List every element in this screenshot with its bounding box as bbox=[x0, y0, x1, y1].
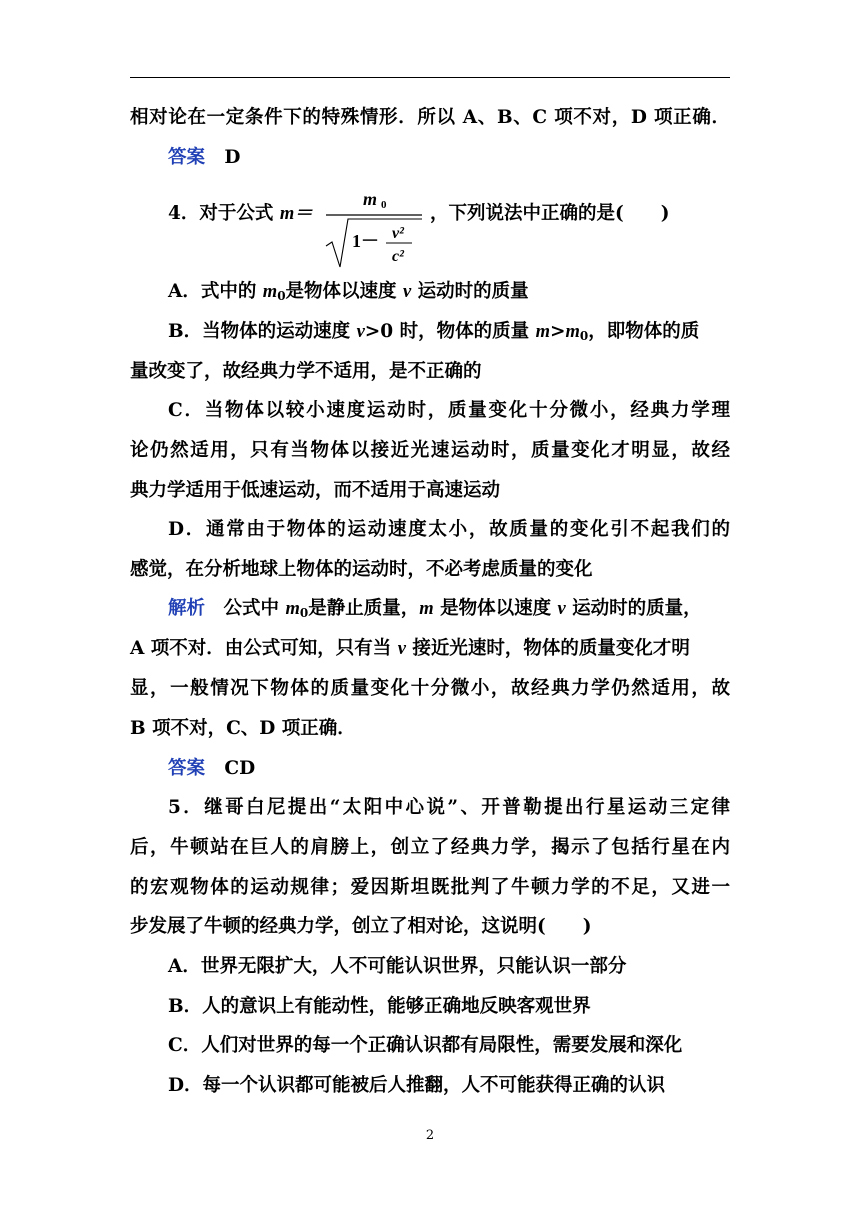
q4-option-c-line1: C．当物体以较小速度运动时，质量变化十分微小，经典力学理 bbox=[168, 400, 730, 421]
q5-stem-line3: 的宏观物体的运动规律；爱因斯坦既批判了牛顿力学的不足，又进一 bbox=[130, 877, 730, 898]
q4-analysis-line4: B 项不对，C、D 项正确． bbox=[130, 718, 356, 739]
q5-option-b: B．人的意识上有能动性，能够正确地反映客观世界 bbox=[168, 996, 591, 1017]
q3-answer bbox=[168, 146, 768, 170]
page-number: 2 bbox=[425, 1128, 435, 1143]
header-rule bbox=[130, 77, 730, 78]
formula-v-squared: v² bbox=[392, 225, 404, 242]
q4-answer bbox=[168, 757, 768, 781]
analysis-label: 解析 bbox=[168, 598, 206, 619]
formula-one-minus: 1－ bbox=[352, 231, 379, 251]
answer-value: D bbox=[224, 147, 241, 168]
q4-analysis-line1: 解析 公式中 $m_0$是静止质量，m 是物体以速度 v 运动时的质量， bbox=[168, 598, 702, 620]
answer-value: CD bbox=[224, 758, 256, 779]
formula-numerator-sub: 0 bbox=[381, 199, 387, 211]
q4-option-d-line1: D．通常由于物体的运动速度太小，故质量的变化引不起我们的 bbox=[168, 519, 730, 540]
q5-option-d: D．每一个认识都可能被后人推翻，人不可能获得正确的认识 bbox=[168, 1075, 666, 1096]
q4-option-c-line2: 论仍然适用，只有当物体以接近光速运动时，质量变化才明显，故经 bbox=[130, 440, 730, 461]
q5-option-a: A．世界无限扩大，人不可能认识世界，只能认识一部分 bbox=[168, 956, 627, 977]
q5-stem-line2: 后，牛顿站在巨人的肩膀上，创立了经典力学，揭示了包括行星在内 bbox=[130, 837, 730, 858]
relativistic-mass-formula bbox=[322, 188, 426, 268]
q4-option-a: A．式中的 $m_0$是物体以速度 v 运动时的质量 bbox=[168, 281, 529, 303]
answer-label: 答案 bbox=[168, 758, 206, 779]
q4-stem bbox=[168, 188, 728, 268]
q4-prefix-text: 4．对于公式 m＝ bbox=[168, 203, 313, 224]
answer-label: 答案 bbox=[168, 147, 206, 168]
q4-analysis-line2: A 项不对．由公式可知，只有当 v 接近光速时，物体的质量变化才明 bbox=[130, 638, 690, 659]
q4-option-c-line3: 典力学适用于低速运动，而不适用于高速运动 bbox=[130, 480, 501, 501]
q4-option-b-line2: 量改变了，故经典力学不适用，是不正确的 bbox=[130, 361, 482, 382]
formula-numerator: m bbox=[362, 189, 378, 209]
q3-analysis-tail: 相对论在一定条件下的特殊情形．所以 A、B、C 项不对，D 项正确． bbox=[130, 107, 730, 128]
q5-option-c: C．人们对世界的每一个正确认识都有局限性，需要发展和深化 bbox=[168, 1035, 683, 1056]
q5-stem-line1: 5．继哥白尼提出“太阳中心说”、开普勒提出行星运动三定律 bbox=[168, 797, 730, 818]
q5-stem-line4: 步发展了牛顿的经典力学，创立了相对论，这说明( ) bbox=[130, 916, 592, 937]
q4-suffix: ，下列说法中正确的是( ) bbox=[430, 203, 670, 224]
q4-option-b-line1: B．当物体的运动速度 v>0 时，物体的质量 $m>m_0$，即物体的质 bbox=[168, 321, 700, 343]
q4-option-d-line2: 感觉，在分析地球上物体的运动时，不必考虑质量的变化 bbox=[130, 559, 593, 580]
formula-c-squared: c² bbox=[392, 248, 404, 265]
q4-analysis-line3: 显，一般情况下物体的质量变化十分微小，故经典力学仍然适用，故 bbox=[130, 678, 730, 699]
